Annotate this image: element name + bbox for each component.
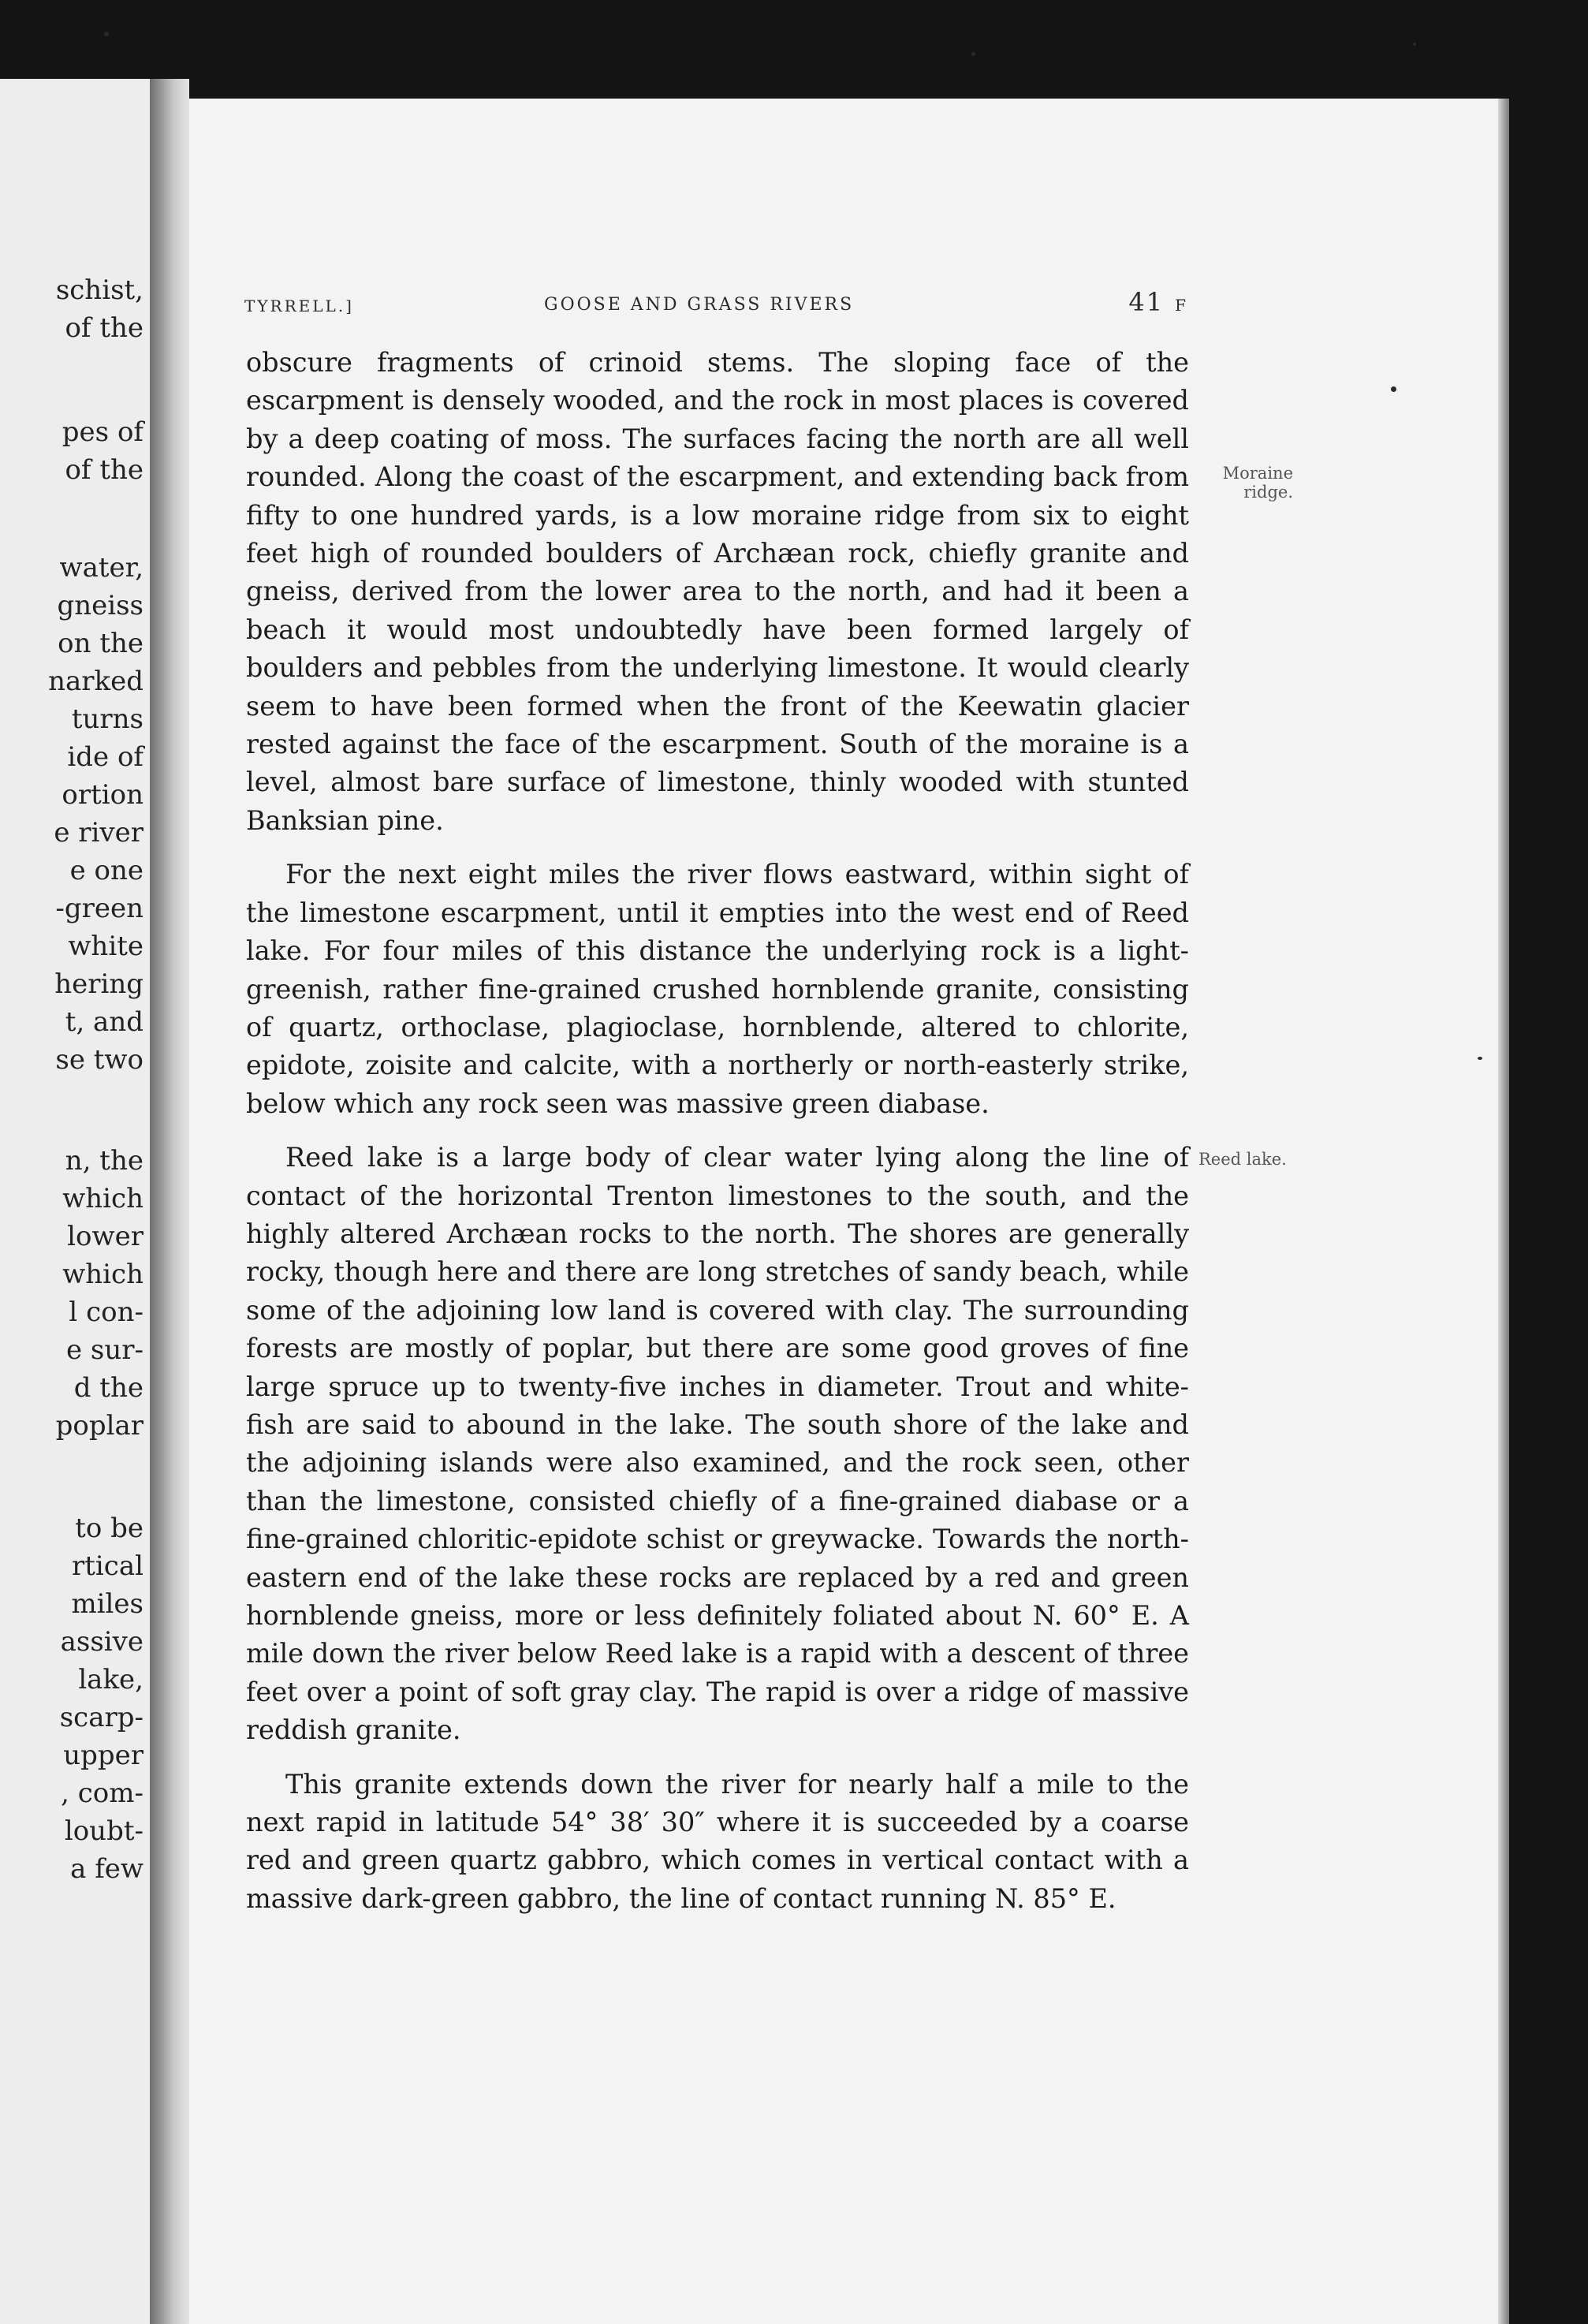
left-page-fragment: assive [60,1626,144,1658]
right-page-edge [1498,99,1509,2324]
left-page-fragment: of the [65,454,144,486]
left-page-fragment: poplar [55,1410,144,1442]
left-page-fragment: on the [58,628,144,659]
paragraph-3: Reed lake is a large body of clear water lying along the line of contact of the horizontal Trenton limestones to the south, and the highly altered Archæan rocks to the north. The shores are generally rocky, though here and there are long stretches of sandy beach, while some of the adjoining low land is covered with clay. The surrounding forests are mostly of poplar, but there are some good groves of fine large spruce up to twenty-five inches in diameter. Trout and white-fish are said to abound in the lake. The south shore of the lake and the adjoining islands were also examined, and the rock seen, other than the limestone, consisted chiefly of a fine-grained diabase or a fine-grained chloritic-epidote schist or greywacke. Towards the north-eastern end of the lake these rocks are replaced by a red and green hornblende gneiss, more or less definitely foliated about N. 60° E. A mile down the river below Reed lake is a rapid with a descent of three feet over a point of soft gray clay. The rapid is over a ridge of massive reddish granite. [246,1142,1189,1746]
left-page-fragment: gneiss [57,590,144,621]
body-text [246,344,1189,1918]
page-suffix: F [1175,296,1187,315]
left-page-fragment: t, and [65,1006,144,1038]
left-page-fragment: n, the [65,1145,144,1177]
left-page-fragment: lower [67,1221,144,1252]
left-page-fragment: upper [63,1740,144,1771]
left-page-fragment: d the [73,1372,144,1404]
header-title: GOOSE AND GRASS RIVERS [544,295,855,315]
dust-speck [971,52,975,56]
left-page-fragment: -green [55,893,144,924]
left-page-fragment: , com- [61,1778,144,1809]
left-page-fragment: white [68,931,144,962]
page-gutter-shadow [150,79,189,2324]
dust-speck [104,32,109,36]
dust-speck [1478,1057,1482,1060]
left-page-fragment: e river [54,817,144,849]
left-page-fragment: to be [75,1513,144,1544]
left-page-fragment: e one [69,855,144,886]
left-facing-page [0,79,150,2324]
left-page-fragment: ide of [67,741,144,773]
left-page-fragment: pes of [62,416,144,448]
left-page-fragment: lake, [78,1664,144,1695]
left-page-fragment: water, [59,552,144,584]
left-page-fragment: l con- [69,1296,144,1328]
left-page-fragment: miles [71,1588,144,1620]
left-page-fragment: hering [54,968,144,1000]
left-page-fragment: ortion [62,779,144,811]
running-header [244,287,1187,322]
paragraph-1: obscure fragments of crinoid stems. The sloping face of the escarpment is densely wooded, and the rock in most places is covered by a deep coating of moss. The surfaces facing the north are all well rounded. Along the coast of the escarpment, and extending back from fifty to one hundred yards, is a low moraine ridge from six to eight feet high of rounded boulders of Archæan rock, chiefly granite and gneiss, derived from the lower area to the north, and had it been a beach it would most undoubtedly have been formed largely of boulders and pebbles from the underlying limestone. It would clearly seem to have been formed when the front of the Keewatin glacier rested against the face of the escarpment. South of the moraine is a level, almost bare surface of limestone, thinly wooded with stunted Banksian pine. [246,347,1189,836]
page-number: 41 [1128,287,1165,317]
left-page-fragment: e sur- [65,1334,144,1366]
left-page-fragment: narked [48,666,144,697]
sidenote-reed-lake: Reed lake. [1198,1150,1287,1169]
left-page-fragment: rtical [72,1550,144,1582]
dust-speck [1413,43,1416,46]
left-page-fragment: which [62,1183,144,1214]
sidenote-moraine-ridge: Moraine ridge. [1222,464,1293,502]
header-page-number [1128,287,1187,317]
header-author: TYRRELL.] [244,297,354,315]
left-page-fragment: loubt- [64,1815,144,1847]
paragraph-4: This granite extends down the river for nearly half a mile to the next rapid in latitude 54° 38′ 30″ where it is succeeded by a coarse red and green quartz gabbro, which comes in vertical contact with a massive dark-green gabbro, the line of contact running N. 85° E. [246,1768,1189,1914]
left-page-fragment: se two [55,1044,144,1076]
left-page-fragment: scarp- [59,1702,144,1733]
left-page-fragment: a few [70,1853,144,1885]
left-page-fragment: which [62,1259,144,1290]
left-page-fragment: schist, [55,274,144,306]
left-page-fragment: of the [65,312,144,344]
paragraph-2: For the next eight miles the river flows eastward, within sight of the limestone escarpment, until it empties into the west end of Reed lake. For four miles of this distance the underlying rock is a light-greenish, rather fine-grained crushed hornblende granite, consisting of quartz, orthoclase, plagioclase, hornblende, altered to chlorite, epidote, zoisite and calcite, with a northerly or north-easterly strike, below which any rock seen was massive green diabase. [246,859,1189,1119]
dust-speck [1391,386,1396,392]
left-page-fragment: turns [71,703,144,735]
